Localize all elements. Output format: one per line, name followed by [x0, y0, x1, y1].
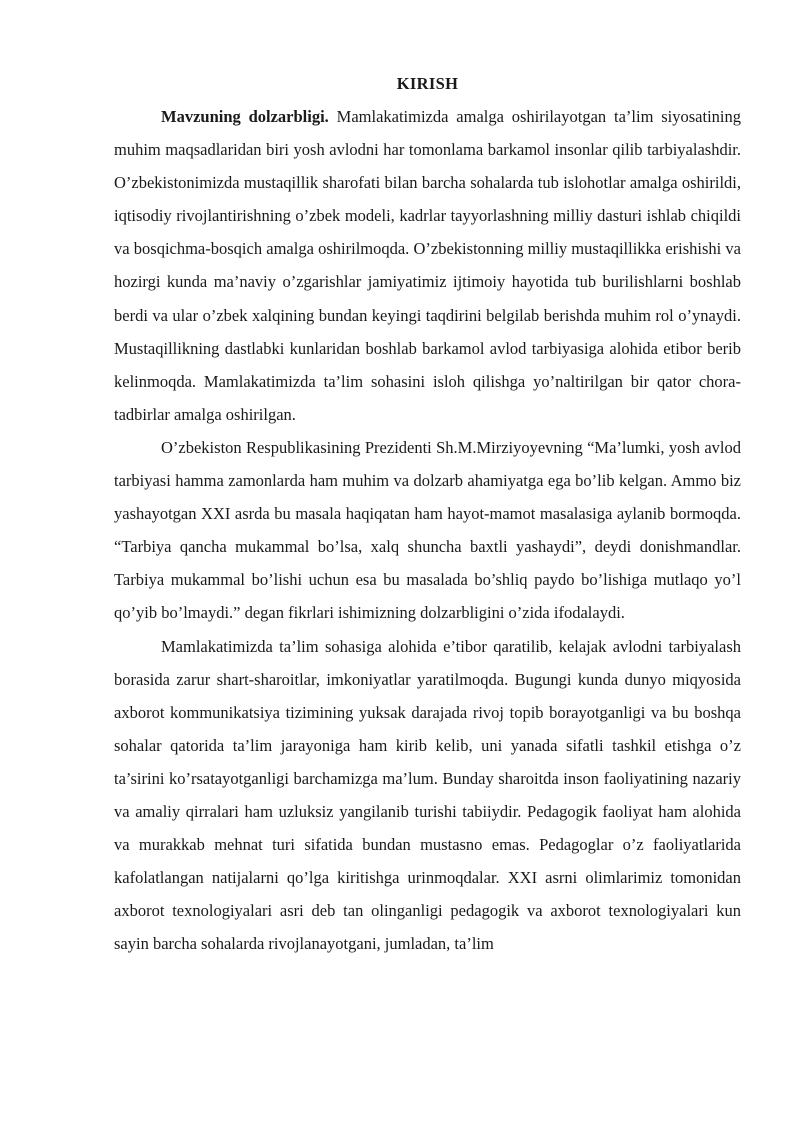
paragraph-president-quote: [114, 431, 741, 630]
paragraph-education: [114, 630, 741, 961]
section-heading: KIRISH: [396, 74, 459, 93]
document-page: [114, 70, 741, 960]
paragraph-text: Mamlakatimizda amalga oshirilayotgan ta’lim siyosatining muhim maqsadlaridan biri yosh avlodni har tomonlama barkamol insonlar qilib tarbiyalashdir. O’zbekistonimizda mustaqillik sharofati bilan barcha sohalarda tub islohotlar amalga oshirildi, iqtisodiy rivojlantirishning o’zbek modeli, kadrlar tayyorlashning milliy dasturi ishlab chiqildi va bosqichma-bosqich amalga oshirilmoqda. O’zbekistonning milliy mustaqillikka erishishi va hozirgi kunda ma’naviy o’zgarishlar jamiyatimiz ijtimoiy hayotida tub burilishlarni boshlab berdi va ular o’zbek xalqining bundan keyingi taqdirini belgilab berishda muhim rol o’ynaydi. Mustaqillikning dastlabki kunlaridan boshlab barkamol avlod tarbiyasiga alohida etibor berib kelinmoqda. Mamlakatimizda ta’lim sohasini isloh qilishga yo’naltirilgan bir qator chora-tadbirlar amalga oshirilgan.: [114, 107, 741, 424]
lead-label: Mavzuning dolzarbligi.: [161, 107, 329, 126]
paragraph-text: Mamlakatimizda ta’lim sohasiga alohida e’tibor qaratilib, kelajak avlodni tarbiyalash borasida zarur shart-sharoitlar, imkoniyatlar yaratilmoqda. Bugungi kunda dunyo miqyosida axborot kommunikatsiya tizimining yuksak darajada rivoj topib borayotganligi va bu boshqa sohalar qatorida ta’lim jarayoniga ham kirib kelib, uni yanada sifatli tashkil etishga o’z ta’sirini ko’rsatayotganligi barchamizga ma’lum. Bunday sharoitda inson faoliyatining nazariy va amaliy qirralari ham uzluksiz yangilanib turishi tabiiydir. Pedagogik faoliyat ham alohida va murakkab mehnat turi sifatida bundan mustasno emas. Pedagoglar o’z faoliyatlarida kafolatlangan natijalarni qo’lga kiritishga urinmoqdalar. XXI asrni olimlarimiz tomonidan axborot texnologiyalari asri deb tan olinganligi pedagogik va axborot texnologiyalari kun sayin barcha sohalarda rivojlanayotgani, jumladan, ta’lim: [114, 636, 741, 954]
paragraph-relevance: [114, 100, 741, 431]
paragraph-text: O’zbekiston Respublikasining Prezidenti Sh.M.Mirziyoyevning “Ma’lumki, yosh avlod tarbiyasi hamma zamonlarda ham muhim va dolzarb ahamiyatga ega bo’lib kelgan. Ammo biz yashayotgan XXI asrda bu masala haqiqatan ham hayot-mamot masalasiga aylanib bormoqda. “Tarbiya qancha mukammal bo’lsa, xalq shuncha baxtli yashaydi”, deydi donishmandlar. Tarbiya mukammal bo’lishi uchun esa bu masalada bo’shliq paydo bo’lishiga mutlaqo yo’l qo’yib bo’lmaydi.” degan fikrlari ishimizning dolzarbligini o’zida ifodalaydi.: [114, 437, 741, 623]
